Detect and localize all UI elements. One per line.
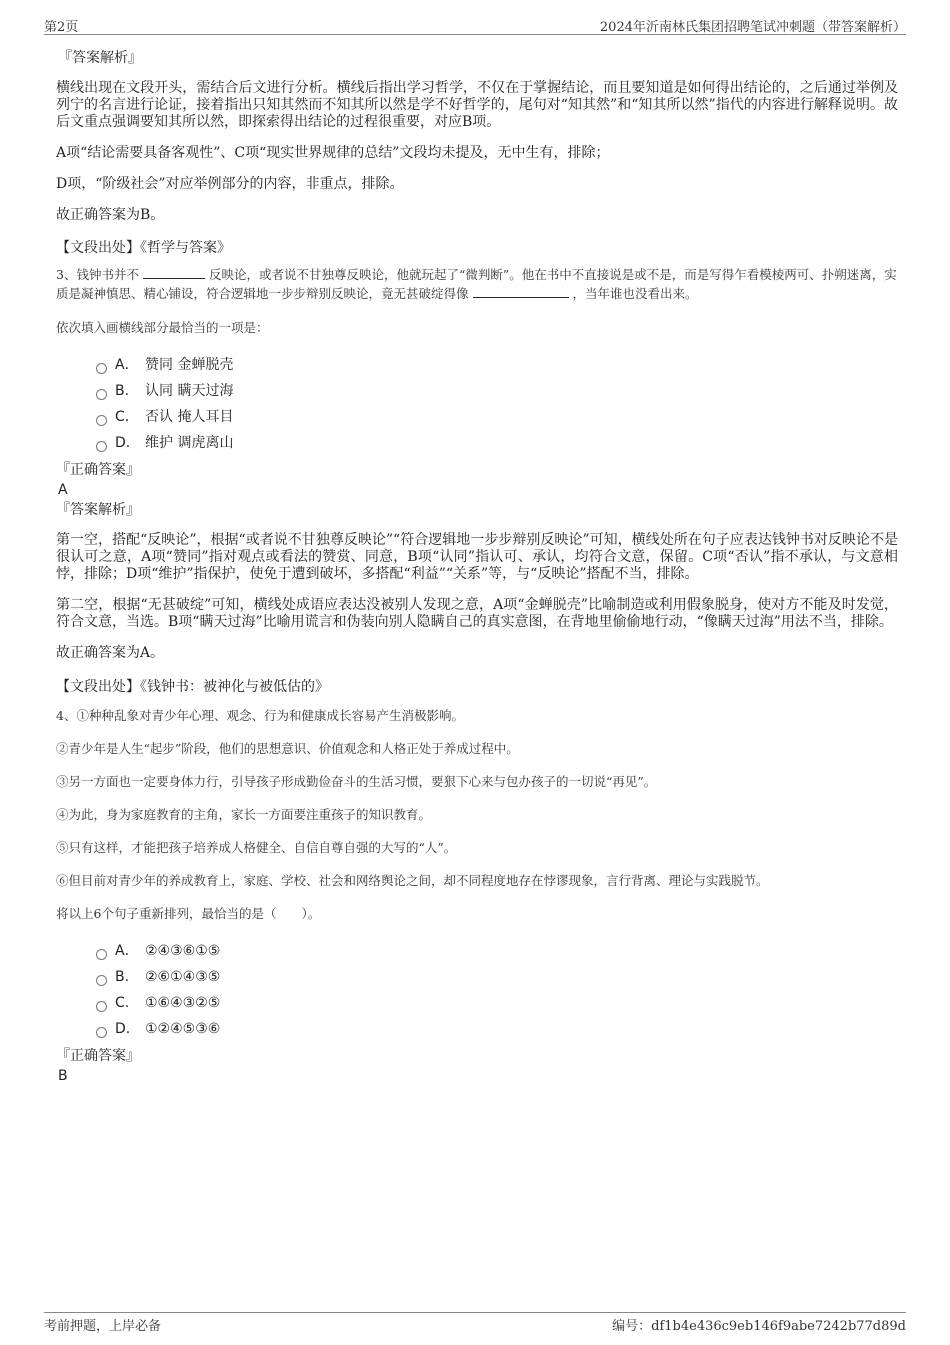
q2-analysis-4: 故正确答案为B。 (56, 207, 165, 223)
page-number: 第2页 (44, 20, 79, 35)
q3-analysis-1: 第一空，搭配“反映论”，根据“或者说不甘独尊反映论”“符合逻辑地一步步辩别反映论”可知，横线处所在句子应表达钱钟书对反映论不是很认可之意，A项“赞同”指对观点或看法的赞赏、同意，B项“认同”指认可、承认，均符合文意，保留。C项“否认”指不承认，与文意相悖，排除；D项“维护”指保护，使免于遭到破坏，多搭配“利益”“关系”等，与“反映论”搭配不当，排除。 (56, 532, 898, 582)
q4-sentence-5: ⑤只有这样，才能把孩子培养成人格健全、自信自尊自强的大写的“人”。 (56, 840, 457, 855)
analysis-label: 『答案解析』 (56, 502, 140, 518)
q3-analysis-3: 故正确答案为A。 (56, 645, 165, 661)
q3-source: 【文段出处】《钱钟书：被神化与被低估的》 (56, 679, 329, 695)
blank-1 (143, 266, 205, 279)
radio-icon[interactable] (96, 975, 107, 986)
radio-icon[interactable] (96, 1001, 107, 1012)
correct-answer-label: 『正确答案』 (56, 1048, 140, 1064)
q2-analysis-3: D项，“阶级社会”对应举例部分的内容，非重点，排除。 (56, 176, 404, 192)
q3-answer: A (58, 482, 68, 498)
q3-option-b[interactable]: B. 认同 瞒天过海 (96, 378, 898, 404)
document-code: 编号：df1b4e436c9eb146f9abe7242b77d89d (612, 1319, 906, 1334)
q4-prompt: 将以上6个句子重新排列，最恰当的是（ ）。 (56, 906, 321, 921)
document-body (56, 48, 898, 1086)
radio-icon[interactable] (96, 363, 107, 374)
q2-analysis-1: 横线出现在文段开头，需结合后文进行分析。横线后指出学习哲学，不仅在于掌握结论，而且要知道是如何得出结论的，之后通过举例及列宁的名言进行论证，接着指出只知其然而不知其所以然是学不好哲学的，尾句对“知其然”和“知其所以然”指代的内容进行解释说明。故后文重点强调要知其所以然，即探索得出结论的过程很重要，对应B项。 (56, 80, 898, 130)
q3-option-c[interactable]: C. 否认 掩人耳目 (96, 404, 898, 430)
q4-option-d[interactable]: D. ①②④⑤③⑥ (96, 1016, 898, 1042)
analysis-label: 『答案解析』 (58, 50, 142, 66)
page-footer (44, 1312, 906, 1333)
page-header (44, 14, 906, 35)
q4-option-c[interactable]: C. ①⑥④③②⑤ (96, 990, 898, 1016)
q2-analysis-2: A项“结论需要具备客观性”、C项“现实世界规律的总结”文段均未提及，无中生有，排除； (56, 145, 610, 161)
q3-options (56, 352, 898, 456)
radio-icon[interactable] (96, 949, 107, 960)
document-title: 2024年沂南林氏集团招聘笔试冲刺题（带答案解析） (599, 20, 906, 35)
q4-options (56, 938, 898, 1042)
q4-option-a[interactable]: A． ②④③⑥①⑤ (96, 938, 898, 964)
q3-prompt: 依次填入画横线部分最恰当的一项是： (56, 320, 269, 335)
radio-icon[interactable] (96, 415, 107, 426)
q4-sentence-2: ②青少年是人生“起步”阶段，他们的思想意识、价值观念和人格正处于养成过程中。 (56, 741, 519, 756)
q4-option-b[interactable]: B. ②⑥①④③⑤ (96, 964, 898, 990)
q3-option-a[interactable]: A． 赞同 金蝉脱壳 (96, 352, 898, 378)
correct-answer-label: 『正确答案』 (56, 462, 140, 478)
q3-stem: 3、钱钟书并不 反映论，或者说不甘独尊反映论，他就玩起了“微判断”。他在书中不直接说是或不是，而是写得乍看模棱两可、扑朔迷离，实质是凝神慎思、精心铺设，符合逻辑地一步步辩别反映论，竟无甚破绽得像 ，当年谁也没看出来。 (56, 267, 897, 301)
radio-icon[interactable] (96, 441, 107, 452)
q2-source: 【文段出处】《哲学与答案》 (56, 240, 231, 256)
q4-sentence-1: 4、①种种乱象对青少年心理、观念、行为和健康成长容易产生消极影响。 (56, 708, 464, 723)
q4-answer: B (58, 1068, 68, 1084)
blank-2 (473, 285, 569, 298)
q3-option-d[interactable]: D. 维护 调虎离山 (96, 430, 898, 456)
q4-sentence-4: ④为此，身为家庭教育的主角，家长一方面要注重孩子的知识教育。 (56, 807, 432, 822)
footer-slogan: 考前押题，上岸必备 (44, 1319, 162, 1334)
q4-sentence-3: ③另一方面也一定要身体力行，引导孩子形成勤俭奋斗的生活习惯，要狠下心来与包办孩子的一切说“再见”。 (56, 774, 657, 789)
radio-icon[interactable] (96, 1027, 107, 1038)
q4-sentence-6: ⑥但目前对青少年的养成教育上，家庭、学校、社会和网络舆论之间，却不同程度地存在悖谬现象，言行背离、理论与实践脱节。 (56, 873, 769, 888)
radio-icon[interactable] (96, 389, 107, 400)
q3-analysis-2: 第二空，根据“无甚破绽”可知，横线处成语应表达没被别人发现之意，A项“金蝉脱壳”比喻制造或利用假象脱身，使对方不能及时发觉，符合文意，当选。B项“瞒天过海”比喻用谎言和伪装向别人隐瞒自己的真实意图，在背地里偷偷地行动，“像瞒天过海”用法不当，排除。 (56, 597, 898, 630)
